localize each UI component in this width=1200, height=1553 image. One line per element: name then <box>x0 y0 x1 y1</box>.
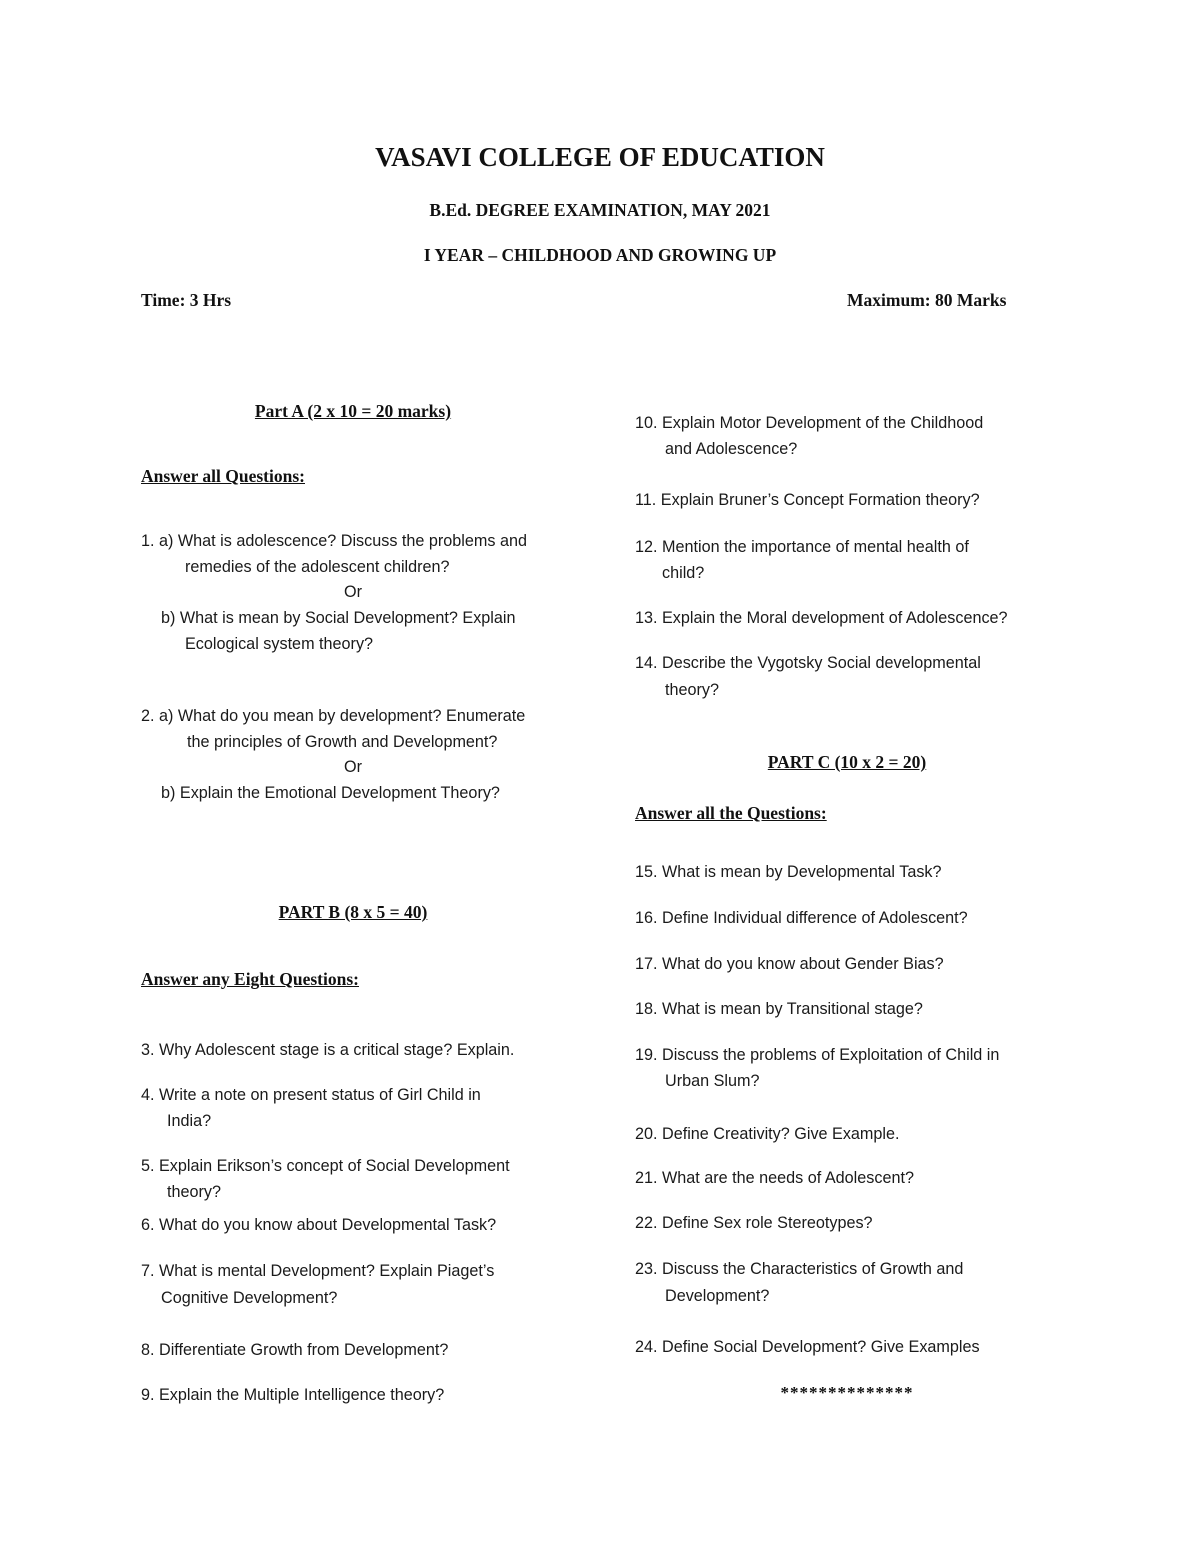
question-2a-line1: 2. a) What do you mean by development? Enumerate <box>141 707 526 725</box>
maximum-marks: Maximum: 80 Marks <box>847 290 1007 310</box>
or-label-q1: Or <box>344 583 362 601</box>
college-name: VASAVI COLLEGE OF EDUCATION <box>375 142 825 172</box>
course-title: I YEAR – CHILDHOOD AND GROWING UP <box>423 245 777 265</box>
question-24: 24. Define Social Development? Give Examples <box>635 1338 980 1356</box>
question-19-line1: 19. Discuss the problems of Exploitation of Child in <box>635 1046 1000 1064</box>
question-6: 6. What do you know about Developmental Task? <box>141 1216 497 1234</box>
question-7-line2: Cognitive Development? <box>161 1289 338 1307</box>
question-1b-line2: Ecological system theory? <box>185 635 374 653</box>
question-10-line2: and Adolescence? <box>665 440 798 458</box>
question-2a-line2: the principles of Growth and Development? <box>187 733 498 751</box>
part-a-heading: Part A (2 x 10 = 20 marks) <box>254 401 452 421</box>
question-17: 17. What do you know about Gender Bias? <box>635 955 944 973</box>
question-14-line2: theory? <box>665 681 719 699</box>
question-4-line1: 4. Write a note on present status of Girl Child in <box>141 1086 481 1104</box>
question-11: 11. Explain Bruner’s Concept Formation theory? <box>635 491 980 509</box>
question-23-line2: Development? <box>665 1287 770 1305</box>
question-22: 22. Define Sex role Stereotypes? <box>635 1214 873 1232</box>
question-1a-line1: 1. a) What is adolescence? Discuss the problems and <box>141 532 527 550</box>
question-9: 9. Explain the Multiple Intelligence theory? <box>141 1386 445 1404</box>
question-18: 18. What is mean by Transitional stage? <box>635 1000 923 1018</box>
part-b-instruction: Answer any Eight Questions: <box>141 969 359 989</box>
question-12-line1: 12. Mention the importance of mental health of <box>635 538 969 556</box>
question-12-line2: child? <box>662 564 705 582</box>
question-8: 8. Differentiate Growth from Development? <box>141 1341 449 1359</box>
question-19-line2: Urban Slum? <box>665 1072 760 1090</box>
question-16: 16. Define Individual difference of Adolescent? <box>635 909 968 927</box>
part-c-instruction: Answer all the Questions: <box>635 803 827 823</box>
question-1b-line1: b) What is mean by Social Development? Explain <box>161 609 516 627</box>
question-5-line1: 5. Explain Erikson’s concept of Social Development <box>141 1157 510 1175</box>
question-7-line1: 7. What is mental Development? Explain Piaget’s <box>141 1262 495 1280</box>
or-label-q2: Or <box>344 758 362 776</box>
question-4-line2: India? <box>167 1112 212 1130</box>
question-20: 20. Define Creativity? Give Example. <box>635 1125 900 1143</box>
question-2b-line1: b) Explain the Emotional Development Theory? <box>161 784 500 802</box>
part-a-instruction: Answer all Questions: <box>141 466 305 486</box>
question-5-line2: theory? <box>167 1183 221 1201</box>
question-15: 15. What is mean by Developmental Task? <box>635 863 942 881</box>
question-10-line1: 10. Explain Motor Development of the Childhood <box>635 414 984 432</box>
question-21: 21. What are the needs of Adolescent? <box>635 1169 914 1187</box>
end-marker: ************** <box>780 1383 914 1402</box>
exam-title: B.Ed. DEGREE EXAMINATION, MAY 2021 <box>429 200 771 220</box>
question-3: 3. Why Adolescent stage is a critical stage? Explain. <box>141 1041 515 1059</box>
question-1a-line2: remedies of the adolescent children? <box>185 558 450 576</box>
question-14-line1: 14. Describe the Vygotsky Social developmental <box>635 654 981 672</box>
question-23-line1: 23. Discuss the Characteristics of Growth and <box>635 1260 964 1278</box>
part-b-heading: PART B (8 x 5 = 40) <box>278 902 428 922</box>
exam-time: Time: 3 Hrs <box>141 290 232 310</box>
part-c-heading: PART C (10 x 2 = 20) <box>767 752 927 772</box>
question-13: 13. Explain the Moral development of Adolescence? <box>635 609 1008 627</box>
